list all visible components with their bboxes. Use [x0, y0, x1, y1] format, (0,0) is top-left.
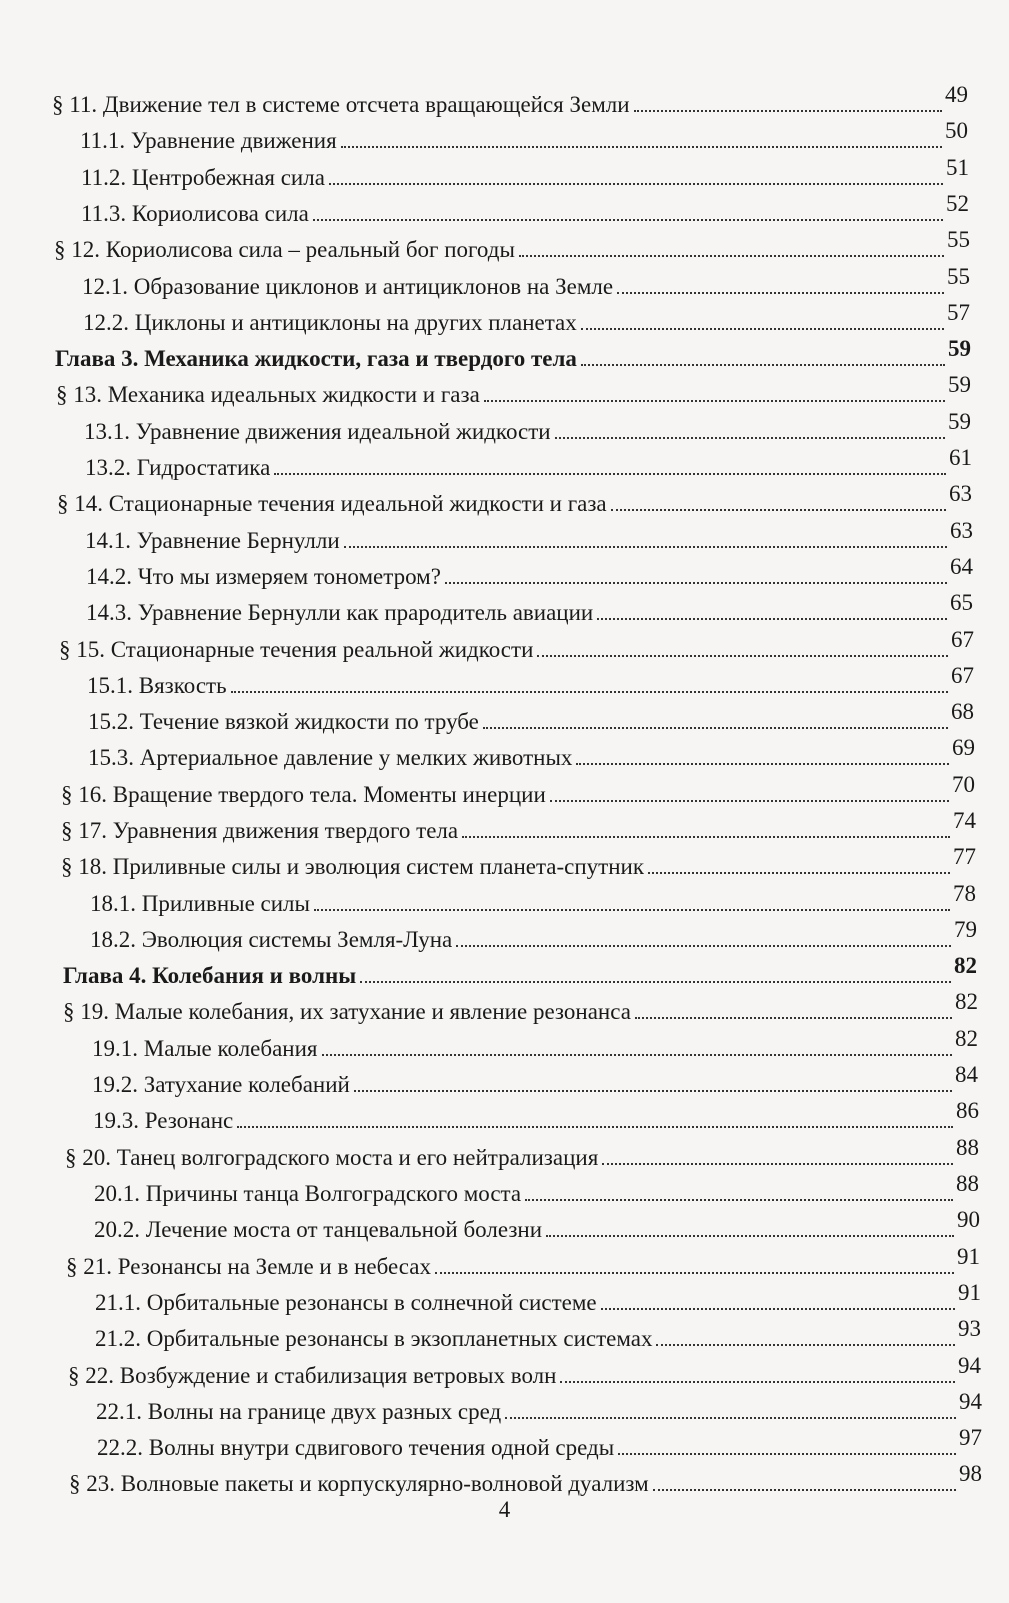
toc-entry-title: 12.2. Циклоны и антициклоны на других планетах	[83, 310, 577, 335]
toc-entry-title: 18.2. Эволюция системы Земля-Луна	[90, 927, 453, 952]
toc-entry-title: § 22. Возбуждение и стабилизация ветровых волн	[68, 1363, 557, 1388]
toc-entry-title: 14.2. Что мы измеряем тонометром?	[86, 564, 441, 589]
toc-entry	[93, 1098, 979, 1134]
toc-entry-title: 20.2. Лечение моста от танцевальной болезни	[94, 1217, 543, 1242]
toc-entry-page: 82	[954, 953, 977, 978]
toc-entry-page: 59	[948, 336, 971, 361]
toc-entry-page: 55	[947, 264, 970, 289]
dot-leader	[546, 1235, 954, 1237]
toc-entry-title: 11.1. Уравнение движения	[80, 128, 337, 153]
toc-entry-page: 97	[959, 1425, 982, 1450]
dot-leader	[435, 1272, 954, 1274]
toc-entry-page: 63	[949, 481, 972, 506]
toc-entry-page: 94	[959, 1389, 982, 1414]
toc-entry	[92, 1026, 978, 1062]
toc-entry-page: 91	[957, 1244, 980, 1269]
toc-entry-page: 68	[951, 699, 974, 724]
dot-leader	[462, 836, 950, 838]
toc-entry	[63, 953, 977, 989]
dot-leader	[601, 1308, 955, 1310]
toc-entry	[61, 808, 976, 844]
toc-entry-page: 79	[954, 917, 977, 942]
toc-entry-title: § 17. Уравнения движения твердого тела	[61, 818, 459, 843]
toc-entry	[59, 627, 974, 663]
toc-entry-title: § 18. Приливные силы и эволюция систем планета-спутник	[61, 854, 645, 879]
toc-entry-title: § 19. Малые колебания, их затухание и явление резонанса	[63, 999, 631, 1024]
dot-leader	[611, 509, 946, 511]
toc-entry	[90, 917, 977, 953]
toc-entry-page: 82	[955, 1026, 978, 1051]
toc-entry-title: 12.1. Образование циклонов и антициклонов на Земле	[82, 274, 614, 299]
toc-entry-title: Глава 3. Механика жидкости, газа и твердого тела	[55, 346, 577, 371]
dot-leader	[329, 183, 943, 185]
toc-entry-page: 59	[948, 372, 971, 397]
toc-entry	[84, 409, 971, 445]
dot-leader	[483, 727, 948, 729]
toc-entry-page: 82	[955, 989, 978, 1014]
toc-entry-title: 14.1. Уравнение Бернулли	[85, 528, 340, 553]
toc-entry-page: 84	[955, 1062, 978, 1087]
toc-entry	[57, 481, 972, 517]
dot-leader	[354, 1090, 952, 1092]
toc-entry-page: 63	[950, 518, 973, 543]
toc-entry	[55, 336, 971, 372]
toc-entry	[92, 1062, 978, 1098]
toc-entry-title: § 15. Стационарные течения реальной жидкости	[59, 637, 534, 662]
toc-entry-title: 19.1. Малые колебания	[92, 1036, 318, 1061]
toc-entry	[88, 699, 974, 735]
toc-entry-page: 50	[945, 118, 968, 143]
dot-leader	[581, 328, 944, 330]
toc-entry-title: § 21. Резонансы на Земле и в небесах	[66, 1254, 431, 1279]
toc-entry-page: 51	[946, 155, 969, 180]
dot-leader	[456, 945, 951, 947]
toc-entry-page: 86	[956, 1098, 979, 1123]
dot-leader	[648, 872, 950, 874]
toc-entry-page: 70	[952, 772, 975, 797]
toc-entry	[85, 518, 973, 554]
toc-entry	[86, 590, 973, 626]
dot-leader	[634, 110, 942, 112]
toc-entry	[90, 881, 976, 917]
toc-entry-page: 69	[952, 735, 975, 760]
toc-entry-title: § 16. Вращение твердого тела. Моменты инерции	[61, 782, 546, 807]
toc-entry	[66, 1244, 980, 1280]
dot-leader	[313, 219, 943, 221]
toc-entry-title: 13.2. Гидростатика	[85, 455, 271, 480]
toc-entry-title: 15.2. Течение вязкой жидкости по трубе	[88, 709, 479, 734]
toc-entry-page: 64	[950, 554, 973, 579]
toc-entry-title: 11.2. Центробежная сила	[81, 165, 325, 190]
dot-leader	[635, 1017, 952, 1019]
dot-leader	[602, 1163, 953, 1165]
toc-entry	[95, 1316, 981, 1352]
toc-entry	[52, 82, 968, 118]
toc-entry-title: 14.3. Уравнение Бернулли как прародитель авиации	[86, 600, 594, 625]
toc-entry	[87, 663, 974, 699]
toc-entry	[95, 1280, 981, 1316]
toc-entry-title: § 12. Кориолисова сила – реальный бог погоды	[54, 237, 515, 262]
dot-leader	[274, 473, 946, 475]
toc-entry-title: 21.2. Орбитальные резонансы в экзопланетных системах	[95, 1326, 653, 1351]
toc-entry-title: 15.1. Вязкость	[87, 673, 227, 698]
toc-entry-page: 65	[950, 590, 973, 615]
dot-leader	[550, 800, 949, 802]
toc-entry-page: 67	[951, 627, 974, 652]
toc-entry-page: 57	[947, 300, 970, 325]
toc-entry-page: 93	[958, 1316, 981, 1341]
toc-entry-title: Глава 4. Колебания и волны	[63, 963, 357, 988]
toc-entry	[97, 1425, 982, 1461]
toc-entry-page: 91	[958, 1280, 981, 1305]
toc-entry	[61, 844, 976, 880]
toc-entry	[81, 191, 969, 227]
dot-leader	[618, 1453, 956, 1455]
toc-entry	[81, 155, 969, 191]
toc-entry	[80, 118, 968, 154]
toc-entry-page: 90	[957, 1207, 980, 1232]
dot-leader	[581, 364, 945, 366]
toc-entry-title: 22.2. Волны внутри сдвигового течения одной среды	[97, 1435, 615, 1460]
dot-leader	[360, 981, 951, 983]
dot-leader	[537, 655, 948, 657]
toc-entry-page: 61	[949, 445, 972, 470]
toc-entry-page: 78	[953, 881, 976, 906]
toc-entry	[69, 1461, 982, 1497]
toc-entry-title: 18.1. Приливные силы	[90, 891, 310, 916]
dot-leader	[445, 582, 947, 584]
toc-entry	[83, 300, 970, 336]
dot-leader	[322, 1054, 953, 1056]
toc-entry	[61, 772, 975, 808]
toc-entry	[63, 989, 978, 1025]
page-number: 4	[498, 1497, 511, 1522]
toc-entry-page: 94	[958, 1353, 981, 1378]
toc-entry	[94, 1207, 980, 1243]
toc-entry-title: 20.1. Причины танца Волгоградского моста	[94, 1181, 522, 1206]
toc-entry	[56, 372, 971, 408]
dot-leader	[314, 909, 950, 911]
toc-entry-page: 67	[951, 663, 974, 688]
dot-leader	[344, 546, 947, 548]
toc-entry-title: 19.3. Резонанс	[93, 1108, 234, 1133]
toc-entry-title: § 14. Стационарные течения идеальной жидкости и газа	[57, 491, 607, 516]
toc-entry-page: 88	[956, 1171, 979, 1196]
toc-entry	[96, 1389, 982, 1425]
dot-leader	[597, 618, 947, 620]
toc-entry-page: 98	[959, 1461, 982, 1486]
dot-leader	[617, 292, 944, 294]
dot-leader	[484, 400, 945, 402]
dot-leader	[519, 255, 944, 257]
dot-leader	[560, 1381, 955, 1383]
toc-entry	[88, 735, 975, 771]
toc-entry-title: § 23. Волновые пакеты и корпускулярно-волновой дуализм	[69, 1471, 649, 1496]
dot-leader	[237, 1126, 953, 1128]
dot-leader	[653, 1489, 956, 1491]
toc-entry-title: 21.1. Орбитальные резонансы в солнечной системе	[95, 1290, 597, 1315]
toc-entry	[68, 1353, 981, 1389]
toc-entry-page: 49	[945, 82, 968, 107]
dot-leader	[656, 1344, 955, 1346]
toc-entry-title: § 11. Движение тел в системе отсчета вращающейся Земли	[52, 92, 630, 117]
dot-leader	[341, 146, 942, 148]
toc-entry-title: § 20. Танец волгоградского моста и его нейтрализация	[65, 1145, 599, 1170]
dot-leader	[505, 1417, 956, 1419]
toc-entry-title: 22.1. Волны на границе двух разных сред	[96, 1399, 502, 1424]
toc-entry	[82, 264, 970, 300]
toc-entry-page: 77	[953, 844, 976, 869]
toc-entry	[65, 1135, 979, 1171]
toc-entry	[86, 554, 973, 590]
toc-entry-page: 55	[947, 227, 970, 252]
toc-entry-page: 88	[956, 1135, 979, 1160]
dot-leader	[231, 691, 948, 693]
dot-leader	[555, 437, 945, 439]
dot-leader	[576, 763, 949, 765]
toc-entry-title: 13.1. Уравнение движения идеальной жидкости	[84, 419, 551, 444]
toc-entry-title: § 13. Механика идеальных жидкости и газа	[56, 382, 480, 407]
toc-entry-page: 74	[953, 808, 976, 833]
toc-entry	[54, 227, 970, 263]
toc-entry	[94, 1171, 979, 1207]
toc-entry-title: 15.3. Артериальное давление у мелких животных	[88, 745, 573, 770]
dot-leader	[525, 1199, 953, 1201]
toc-entry	[85, 445, 972, 481]
toc-entry-page: 52	[946, 191, 969, 216]
toc-entry-title: 19.2. Затухание колебаний	[92, 1072, 350, 1097]
toc-entry-title: 11.3. Кориолисова сила	[81, 201, 309, 226]
toc-entry-page: 59	[948, 409, 971, 434]
